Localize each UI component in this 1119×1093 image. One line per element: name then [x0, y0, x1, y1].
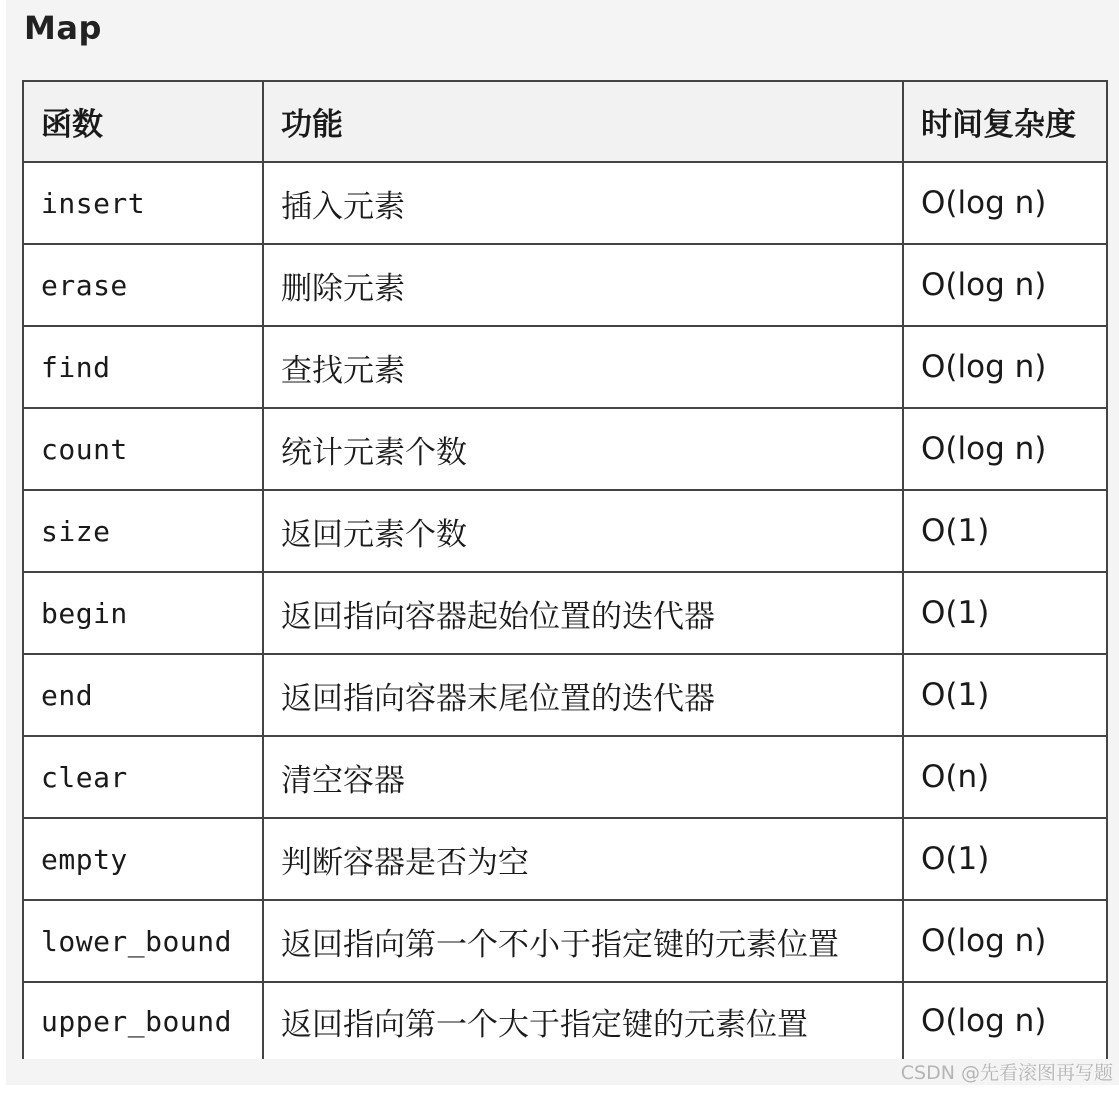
function-name: upper_bound — [23, 982, 263, 1059]
table-row — [23, 736, 1107, 818]
table-row — [23, 408, 1107, 490]
table-row — [23, 818, 1107, 900]
watermark: CSDN @先看滚图再写题 — [900, 1062, 1113, 1084]
function-name: clear — [23, 736, 263, 818]
time-complexity: O(1) — [903, 572, 1107, 654]
function-description: 插入元素 — [263, 162, 903, 244]
time-complexity: O(log n) — [903, 326, 1107, 408]
function-description: 返回指向容器起始位置的迭代器 — [263, 572, 903, 654]
section-title: Map — [24, 9, 102, 47]
table-header-row — [23, 81, 1107, 162]
function-description: 查找元素 — [263, 326, 903, 408]
function-description: 清空容器 — [263, 736, 903, 818]
header-function: 函数 — [23, 81, 263, 162]
function-description: 返回指向第一个大于指定键的元素位置 — [263, 982, 903, 1059]
function-name: size — [23, 490, 263, 572]
table-row — [23, 900, 1107, 982]
function-description: 返回指向容器末尾位置的迭代器 — [263, 654, 903, 736]
header-complexity: 时间复杂度 — [903, 81, 1107, 162]
function-name: empty — [23, 818, 263, 900]
time-complexity: O(log n) — [903, 900, 1107, 982]
time-complexity: O(log n) — [903, 244, 1107, 326]
function-name: count — [23, 408, 263, 490]
time-complexity: O(1) — [903, 818, 1107, 900]
function-name: erase — [23, 244, 263, 326]
table-row — [23, 162, 1107, 244]
time-complexity: O(log n) — [903, 408, 1107, 490]
time-complexity: O(1) — [903, 490, 1107, 572]
time-complexity: O(log n) — [903, 162, 1107, 244]
table-row — [23, 982, 1107, 1059]
function-name: find — [23, 326, 263, 408]
time-complexity: O(n) — [903, 736, 1107, 818]
table-row — [23, 490, 1107, 572]
table-row — [23, 244, 1107, 326]
time-complexity: O(1) — [903, 654, 1107, 736]
table-row — [23, 572, 1107, 654]
time-complexity: O(log n) — [903, 982, 1107, 1059]
function-name: end — [23, 654, 263, 736]
function-description: 返回元素个数 — [263, 490, 903, 572]
table-row — [23, 326, 1107, 408]
table-row — [23, 654, 1107, 736]
function-description: 删除元素 — [263, 244, 903, 326]
function-name: lower_bound — [23, 900, 263, 982]
function-description: 统计元素个数 — [263, 408, 903, 490]
function-description: 返回指向第一个不小于指定键的元素位置 — [263, 900, 903, 982]
function-table — [22, 80, 1108, 1059]
function-name: begin — [23, 572, 263, 654]
header-feature: 功能 — [263, 81, 903, 162]
function-description: 判断容器是否为空 — [263, 818, 903, 900]
function-name: insert — [23, 162, 263, 244]
